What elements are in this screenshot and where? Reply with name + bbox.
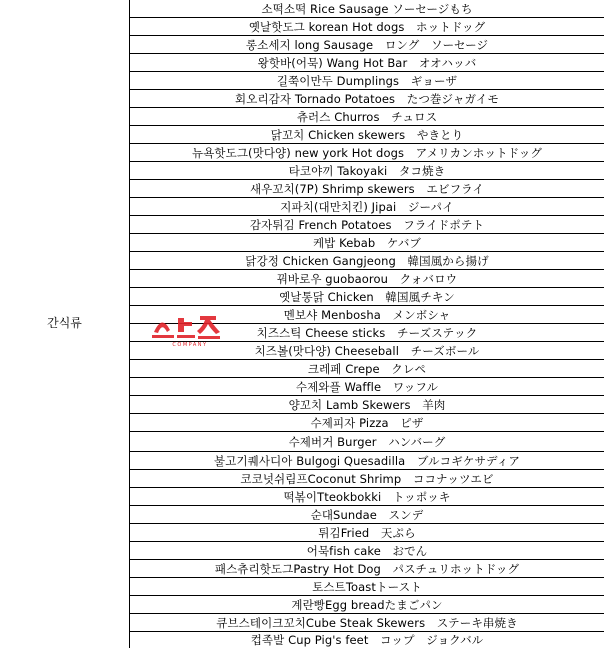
menu-item: 수제와플 Waffle ワッフル: [295, 379, 439, 394]
menu-row: [130, 54, 604, 72]
menu-row: [130, 506, 604, 524]
menu-row: [130, 378, 604, 396]
menu-item: 튀김Fried 天ぷら: [318, 525, 416, 540]
menu-item: 치즈볼(맛다양) Cheeseball チーズボール: [254, 343, 480, 358]
menu-row: [130, 234, 604, 252]
menu-row: [130, 288, 604, 306]
menu-item: 옛날핫도그 korean Hot dogs ホットドッグ: [248, 19, 486, 34]
menu-item: 지파치(대만치킨) Jipai ジーパイ: [280, 199, 454, 214]
menu-item: 츄러스 Churros チュロス: [296, 109, 438, 124]
logo-caption: COMPANY: [172, 342, 208, 348]
menu-item: 닭강정 Chicken Gangjeong 韓国風から揚げ: [245, 253, 489, 268]
menu-row: [130, 18, 604, 36]
menu-item: 컵족발 Cup Pig's feet コップ ジョクバル: [250, 633, 484, 647]
menu-item: 떡볶이Tteokbokki トッポッキ: [283, 489, 451, 504]
menu-row: [130, 470, 604, 488]
menu-row: [130, 252, 604, 270]
menu-item: 불고기퀘사디아 Bulgogi Quesadilla ブルコギケサディア: [214, 453, 520, 468]
menu-item: 회오리감자 Tornado Potatoes たつ巻ジャガイモ: [235, 91, 499, 106]
menu-item: 치즈스틱 Cheese sticks チーズステック: [256, 325, 478, 340]
menu-item: 코코넛쉬림프Coconut Shrimp ココナッツエビ: [240, 471, 494, 486]
menu-row: [130, 198, 604, 216]
menu-item: 꿔바로우 guobaorou クォバロウ: [276, 271, 458, 286]
menu-row: [130, 632, 604, 648]
menu-row: [130, 126, 604, 144]
category-cell: [0, 0, 129, 648]
menu-item: 타코야끼 Takoyaki タコ焼き: [288, 163, 446, 178]
menu-row: [130, 614, 604, 632]
menu-item: 옛날통닭 Chicken 韓国風チキン: [279, 289, 455, 304]
menu-row: [130, 488, 604, 506]
menu-row: [130, 560, 604, 578]
menu-item: 큐브스테이크꼬치Cube Steak Skewers ステーキ串焼き: [216, 615, 518, 630]
menu-row: [130, 108, 604, 126]
menu-item: 어묵fish cake おでん: [306, 543, 428, 558]
menu-row: [130, 360, 604, 378]
menu-item: 길쭉이만두 Dumplings ギョーザ: [276, 73, 458, 88]
company-logo-watermark: [150, 308, 230, 348]
menu-item: 토스트Toastトースト: [312, 579, 422, 594]
menu-row: [130, 144, 604, 162]
menu-row: [130, 452, 604, 470]
category-label: 간식류: [47, 315, 82, 330]
menu-row: [130, 180, 604, 198]
menu-item: 순대Sundae スンデ: [310, 507, 424, 522]
menu-item: 수제버거 Burger ハンバーグ: [288, 434, 446, 449]
menu-item: 패스츄리핫도그Pastry Hot Dog パスチュリホットドッグ: [214, 561, 520, 576]
menu-item: 케밥 Kebab ケバブ: [312, 235, 422, 250]
menu-item: 감자튀김 French Potatoes フライドポテト: [249, 217, 485, 232]
menu-item: 롱소세지 long Sausage ロング ソーセージ: [245, 37, 489, 52]
menu-row: [130, 396, 604, 414]
menu-row: [130, 542, 604, 560]
menu-item: 뉴욕핫도그(맛다양) new york Hot dogs アメリカンホットドッグ: [191, 145, 543, 160]
menu-item: 수제피자 Pizza ピザ: [310, 415, 424, 430]
menu-item: 소떡소떡 Rice Sausage ソーセージもち: [261, 1, 473, 16]
menu-row: [130, 216, 604, 234]
menu-row: [130, 0, 604, 18]
menu-item: 양꼬치 Lamb Skewers 羊肉: [288, 397, 446, 412]
menu-item: 크레페 Crepe クレペ: [307, 361, 427, 376]
menu-row: [130, 90, 604, 108]
menu-row: [130, 72, 604, 90]
menu-row: [130, 270, 604, 288]
menu-item: 새우꼬치(7P) Shrimp skewers エビフライ: [249, 181, 485, 196]
menu-row: [130, 36, 604, 54]
menu-row: [130, 432, 604, 452]
menu-item: 계란빵Egg breadたまごパン: [291, 597, 443, 612]
menu-row: [130, 578, 604, 596]
menu-row: [130, 596, 604, 614]
menu-row: [130, 414, 604, 432]
menu-row: [130, 524, 604, 542]
menu-row: [130, 162, 604, 180]
menu-item: 멘보샤 Menbosha メンボシャ: [283, 307, 451, 322]
menu-item: 왕핫바(어묵) Wang Hot Bar オオハッバ: [257, 55, 477, 70]
menu-item: 닭꼬치 Chicken skewers やきとり: [270, 127, 464, 142]
